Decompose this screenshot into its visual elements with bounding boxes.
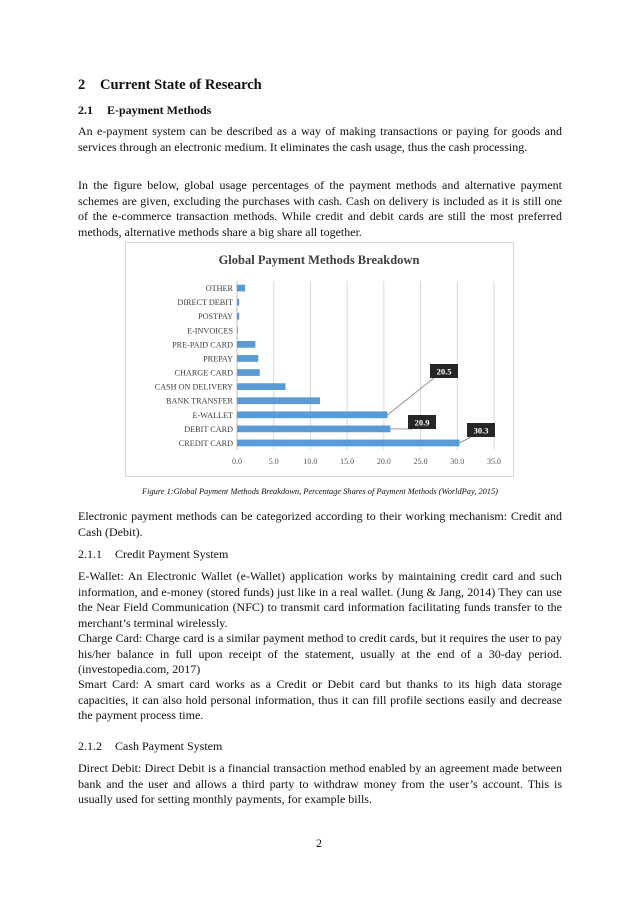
bar-charge-card [237, 369, 260, 376]
category-label: PRE-PAID CARD [172, 340, 233, 350]
paragraph-smart-card: Smart Card: A smart card works as a Credit or Debit card but thanks to its high data storage capacities, it can also hold personal information, thus it can fill profile sections easily and decrease the payment process time. [78, 677, 562, 722]
chart-title: Global Payment Methods Breakdown [218, 253, 420, 267]
category-label: PREPAY [203, 354, 233, 364]
paragraph-ewallet: E-Wallet: An Electronic Wallet (e-Wallet) application works by maintaining credit card and such information, and e-money (stored funds) just like in a real wallet. (Jung & Jang, 2014) They can use the Near Field Communication (NFC) to transmit card information facilitating funds transfer to the merchant’s terminal wirelessly. [78, 569, 562, 630]
x-tick-label: 5.0 [268, 457, 279, 466]
paragraph-epayment-definition: An e-payment system can be described as a way of making transactions or paying for goods and services through an electronic medium. It eliminates the cash usage, thus the cash processing. [78, 124, 562, 154]
subsubsection-title: Credit Payment System [115, 547, 229, 561]
category-label: DIRECT DEBIT [177, 298, 233, 308]
subsection-title: E-payment Methods [107, 103, 212, 117]
bar-postpay [237, 313, 239, 320]
subsubsection-number: 2.1.1 [78, 547, 102, 561]
x-tick-label: 25.0 [413, 457, 428, 466]
bar-e-invoices [237, 327, 238, 334]
paragraph-charge-card: Charge Card: Charge card is a similar payment method to credit cards, but it requires the user to pay his/her balance in full upon receipt of the statement, usually at the end of a 30-day period. (investopedia.com, 2017) [78, 631, 562, 676]
section-number: 2 [78, 77, 86, 93]
figure-caption: Figure 1:Global Payment Methods Breakdown, Percentage Shares of Payment Methods (WorldPay, 2015) [142, 487, 498, 496]
section-heading [78, 77, 262, 94]
x-tick-label: 35.0 [487, 457, 501, 466]
category-label: POSTPAY [198, 312, 233, 322]
x-tick-label: 0.0 [232, 457, 242, 466]
paragraph-categories: Electronic payment methods can be categorized according to their working mechanism: Credit and Cash (Debit). [78, 509, 562, 539]
data-label-text: 30.3 [473, 425, 489, 436]
category-label: CHARGE CARD [174, 368, 233, 378]
x-tick-label: 30.0 [450, 457, 465, 466]
section-title: Current State of Research [100, 77, 262, 93]
category-label: OTHER [205, 284, 233, 294]
subsection-heading [78, 103, 211, 118]
data-label-text: 20.5 [436, 366, 452, 377]
subsubsection-heading-cash [78, 739, 222, 754]
page-number: 2 [316, 836, 322, 850]
bar-direct-debit [237, 299, 239, 306]
x-tick-label: 20.0 [376, 457, 391, 466]
bar-credit-card [237, 440, 459, 447]
bar-other [237, 285, 245, 292]
bar-chart [126, 243, 513, 476]
subsubsection-title: Cash Payment System [115, 739, 223, 753]
subsubsection-heading-credit [78, 547, 228, 562]
bar-bank-transfer [237, 397, 320, 404]
x-tick-label: 10.0 [303, 457, 318, 466]
category-label: CASH ON DELIVERY [154, 382, 233, 392]
subsubsection-number: 2.1.2 [78, 739, 102, 753]
category-label: CREDIT CARD [178, 438, 233, 448]
x-tick-label: 15.0 [340, 457, 355, 466]
bar-pre-paid-card [237, 341, 255, 348]
category-label: BANK TRANSFER [166, 396, 233, 406]
chart-container [125, 242, 514, 477]
paragraph-figure-intro: In the figure below, global usage percentages of the payment methods and alternative payment schemes are given, excluding the purchases with cash. Cash on delivery is included as it is still one of the e-commerce transaction methods. While credit and debit cards are still the most preferred methods, alternative methods share a big share all together. [78, 178, 562, 239]
category-label: E-INVOICES [187, 326, 233, 336]
callout-leader-line [459, 437, 471, 443]
bar-debit-card [237, 425, 390, 432]
callout-leader-line [388, 378, 434, 415]
data-label-text: 20.9 [414, 417, 430, 428]
bar-e-wallet [237, 411, 388, 418]
bar-prepay [237, 355, 258, 362]
category-label: DEBIT CARD [184, 424, 233, 434]
subsection-number: 2.1 [78, 103, 93, 117]
bar-cash-on-delivery [237, 383, 285, 390]
paragraph-direct-debit: Direct Debit: Direct Debit is a financial transaction method enabled by an agreement made between bank and the user and allows a third party to withdraw money from the user’s account. This is usually used for setting monthly payments, for example bills. [78, 761, 562, 806]
category-label: E-WALLET [192, 410, 233, 420]
